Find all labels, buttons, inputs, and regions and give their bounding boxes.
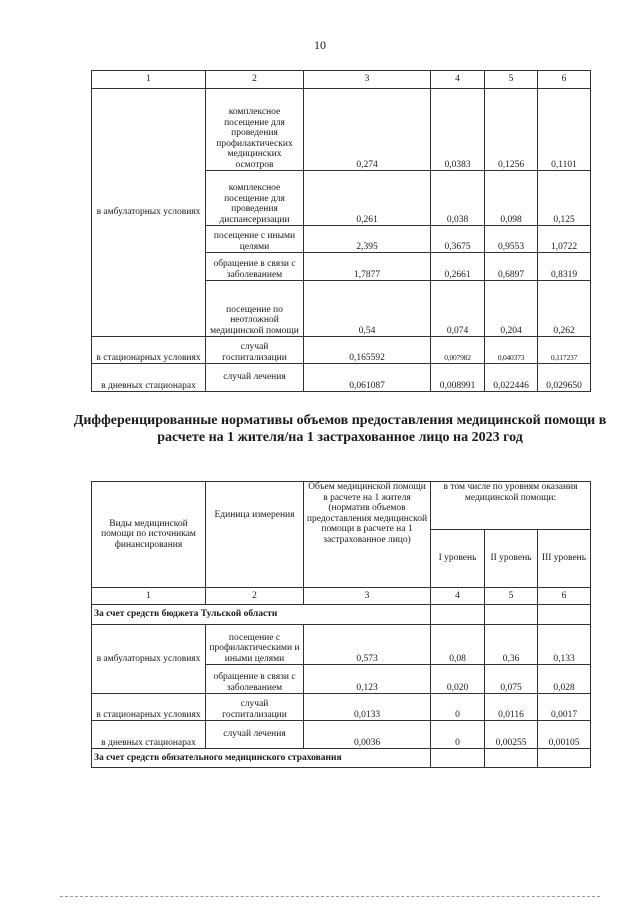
- empty-cell: [431, 605, 485, 625]
- col-number: 2: [206, 71, 304, 89]
- col-number: 3: [304, 71, 431, 89]
- value-cell: 0,573: [304, 625, 431, 665]
- value-cell: 0,00105: [538, 721, 591, 749]
- value-cell: 0,165592: [304, 337, 431, 364]
- unit-cell: посещение по неотложной медицинской помощи: [206, 281, 304, 337]
- value-cell: 0,274: [304, 89, 431, 171]
- value-cell: 0: [431, 694, 485, 721]
- value-cell: 0,022446: [485, 364, 538, 392]
- value-cell: 0,262: [538, 281, 591, 337]
- value-cell: 1,0722: [538, 226, 591, 253]
- section-oms: За счет средств обязательного медицинского страхования: [92, 749, 431, 768]
- unit-cell: обращение в связи с заболеванием: [206, 253, 304, 281]
- header-level-3: III уровень: [538, 530, 591, 588]
- value-cell: 0,2661: [431, 253, 485, 281]
- value-cell: 0,6897: [485, 253, 538, 281]
- differentiated-norms-table: [91, 481, 591, 768]
- value-cell: 0,3675: [431, 226, 485, 253]
- value-cell: 0,54: [304, 281, 431, 337]
- header-unit: Единица измерения: [206, 482, 304, 588]
- care-type-stationary: в стационарных условиях: [92, 694, 206, 721]
- header-levels-group: в том числе по уровням оказания медицинской помощи:: [431, 482, 591, 530]
- value-cell: 2,395: [304, 226, 431, 253]
- unit-cell: случай лечения: [206, 364, 304, 392]
- header-level-2: II уровень: [485, 530, 538, 588]
- value-cell: 1,7877: [304, 253, 431, 281]
- value-cell: 0,1256: [485, 89, 538, 171]
- col-number: 4: [431, 588, 485, 605]
- table-row: [92, 364, 591, 392]
- column-number-row: [92, 588, 591, 605]
- value-cell: 0,007982: [431, 337, 485, 364]
- value-cell: 0,00255: [485, 721, 538, 749]
- care-type-day-hospital: в дневных стационарах: [92, 364, 206, 392]
- empty-cell: [538, 749, 591, 768]
- value-cell: 0,117237: [538, 337, 591, 364]
- value-cell: 0: [431, 721, 485, 749]
- value-cell: 0,0133: [304, 694, 431, 721]
- unit-cell: посещение с профилактическими и иными целями: [206, 625, 304, 665]
- table-row: [92, 337, 591, 364]
- table-row: [92, 694, 591, 721]
- value-cell: 0,061087: [304, 364, 431, 392]
- column-number-row: [92, 71, 591, 89]
- volume-norms-table-continued: [91, 70, 591, 392]
- col-number: 3: [304, 588, 431, 605]
- care-type-ambulatory: в амбулаторных условиях: [92, 89, 206, 337]
- footer-divider: [60, 896, 600, 897]
- value-cell: 0,133: [538, 625, 591, 665]
- care-type-stationary: в стационарных условиях: [92, 337, 206, 364]
- section-heading: Дифференцированные нормативы объемов предоставления медицинской помощи в расчете на 1 жителя/на 1 застрахованное лицо на 2023 год: [73, 413, 607, 445]
- col-number: 6: [538, 588, 591, 605]
- value-cell: 0,029650: [538, 364, 591, 392]
- col-number: 4: [431, 71, 485, 89]
- unit-cell: комплексное посещение для проведения профилактических медицинских осмотров: [206, 89, 304, 171]
- care-type-day-hospital: в дневных стационарах: [92, 721, 206, 749]
- header-volume: Объем медицинской помощи в расчете на 1 жителя (норматив объемов предоставления медицинской помощи в расчете на 1 застрахованное лицо): [304, 482, 431, 588]
- value-cell: 0,261: [304, 171, 431, 226]
- unit-cell: посещение с иными целями: [206, 226, 304, 253]
- value-cell: 0,038: [431, 171, 485, 226]
- value-cell: 0,098: [485, 171, 538, 226]
- care-type-ambulatory: в амбулаторных условиях: [92, 625, 206, 694]
- value-cell: 0,008991: [431, 364, 485, 392]
- value-cell: 0,028: [538, 665, 591, 694]
- value-cell: 0,125: [538, 171, 591, 226]
- col-number: 5: [485, 588, 538, 605]
- empty-cell: [485, 605, 538, 625]
- value-cell: 0,08: [431, 625, 485, 665]
- value-cell: 0,074: [431, 281, 485, 337]
- header-level-1: I уровень: [431, 530, 485, 588]
- unit-cell: случай госпитализации: [206, 337, 304, 364]
- value-cell: 0,36: [485, 625, 538, 665]
- col-number: 2: [206, 588, 304, 605]
- col-number: 1: [92, 588, 206, 605]
- value-cell: 0,9553: [485, 226, 538, 253]
- col-number: 6: [538, 71, 591, 89]
- empty-cell: [485, 749, 538, 768]
- col-number: 5: [485, 71, 538, 89]
- unit-cell: случай госпитализации: [206, 694, 304, 721]
- value-cell: 0,0017: [538, 694, 591, 721]
- page-number: 10: [314, 38, 326, 52]
- empty-cell: [431, 749, 485, 768]
- table-row: [92, 89, 591, 171]
- col-number: 1: [92, 71, 206, 89]
- header-row: [92, 482, 591, 530]
- value-cell: 0,204: [485, 281, 538, 337]
- section-budget: За счет средств бюджета Тульской области: [92, 605, 431, 625]
- unit-cell: случай лечения: [206, 721, 304, 749]
- table-row: [92, 625, 591, 665]
- section-row: [92, 749, 591, 768]
- section-row: [92, 605, 591, 625]
- header-care-type: Виды медицинской помощи по источникам финансирования: [92, 482, 206, 588]
- unit-cell: обращение в связи с заболеванием: [206, 665, 304, 694]
- value-cell: 0,040373: [485, 337, 538, 364]
- value-cell: 0,0116: [485, 694, 538, 721]
- value-cell: 0,0036: [304, 721, 431, 749]
- value-cell: 0,020: [431, 665, 485, 694]
- table-row: [92, 721, 591, 749]
- value-cell: 0,123: [304, 665, 431, 694]
- value-cell: 0,8319: [538, 253, 591, 281]
- empty-cell: [538, 605, 591, 625]
- unit-cell: комплексное посещение для проведения диспансеризации: [206, 171, 304, 226]
- value-cell: 0,1101: [538, 89, 591, 171]
- value-cell: 0,0383: [431, 89, 485, 171]
- value-cell: 0,075: [485, 665, 538, 694]
